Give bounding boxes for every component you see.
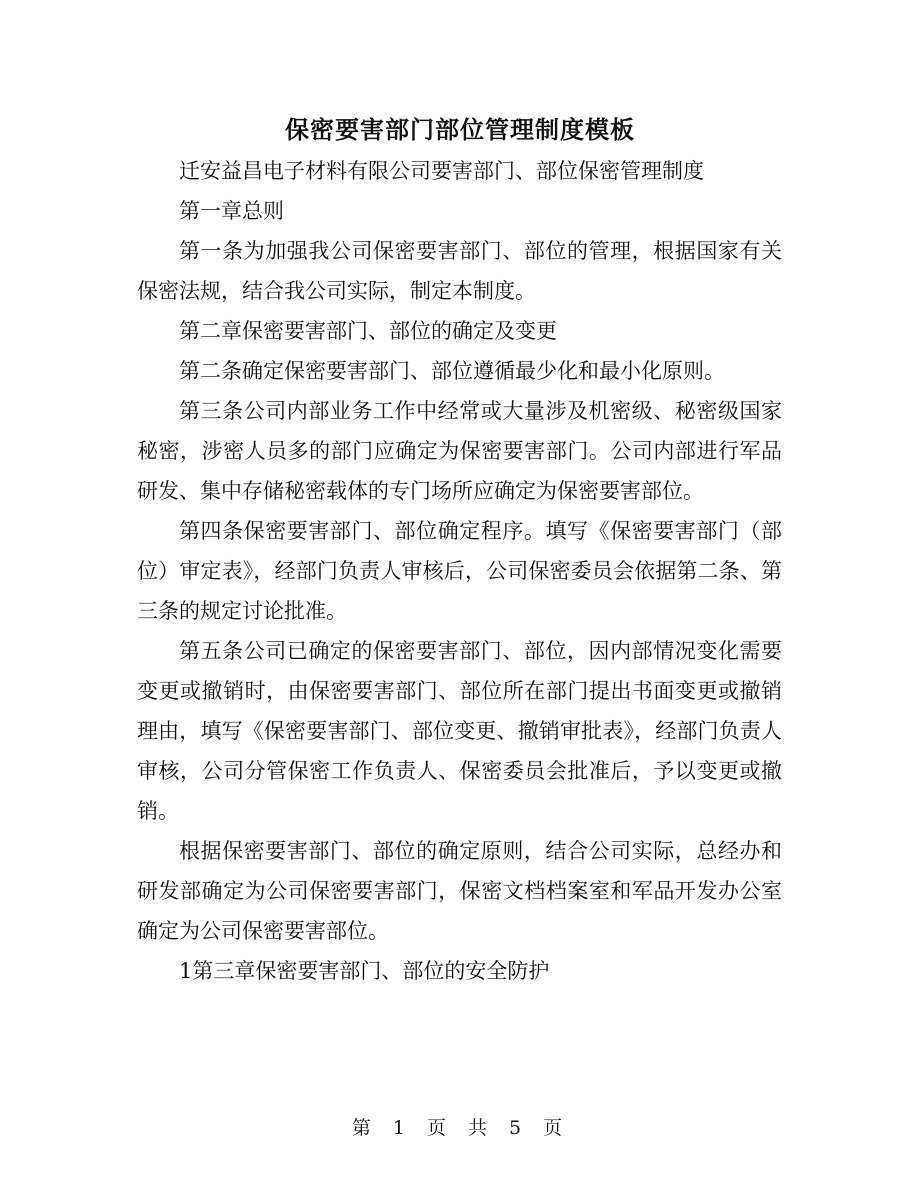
- paragraph-company-heading: 迁安益昌电子材料有限公司要害部门、部位保密管理制度: [179, 159, 704, 183]
- paragraph-article-4: 第四条保密要害部门、部位确定程序。填写《保密要害部门（部位）审定表》，经部门负责人审核后，公司保密委员会依据第二条、第三条的规定讨论批准。: [137, 519, 782, 623]
- document-title: 保密要害部门部位管理制度模板: [285, 115, 635, 144]
- paragraph-article-2: 第二条确定保密要害部门、部位遵循最少化和最小化原则。: [179, 359, 725, 383]
- paragraph-article-3: 第三条公司内部业务工作中经常或大量涉及机密级、秘密级国家秘密，涉密人员多的部门应确定为保密要害部门。公司内部进行军品研发、集中存储秘密载体的专门场所应确定为保密要害部位。: [137, 399, 782, 503]
- paragraph-chapter-2: 第二章保密要害部门、部位的确定及变更: [179, 319, 557, 343]
- document-body: [137, 151, 782, 991]
- paragraph-article-1: 第一条为加强我公司保密要害部门、部位的管理，根据国家有关保密法规，结合我公司实际，制定本制度。: [137, 239, 782, 303]
- paragraph-chapter-3: 1第三章保密要害部门、部位的安全防护: [179, 959, 550, 983]
- page-number-footer: 第 1 页 共 5 页: [351, 1117, 569, 1139]
- paragraph-article-5: 第五条公司已确定的保密要害部门、部位，因内部情况变化需要变更或撤销时，由保密要害部门、部位所在部门提出书面变更或撤销理由，填写《保密要害部门、部位变更、撤销审批表》，经部门负责人审核，公司分管保密工作负责人、保密委员会批准后，予以变更或撤销。: [137, 639, 782, 823]
- paragraph-determination: 根据保密要害部门、部位的确定原则，结合公司实际，总经办和研发部确定为公司保密要害部门，保密文档档案室和军品开发办公室确定为公司保密要害部位。: [137, 839, 782, 943]
- paragraph-chapter-1: 第一章总则: [179, 199, 284, 223]
